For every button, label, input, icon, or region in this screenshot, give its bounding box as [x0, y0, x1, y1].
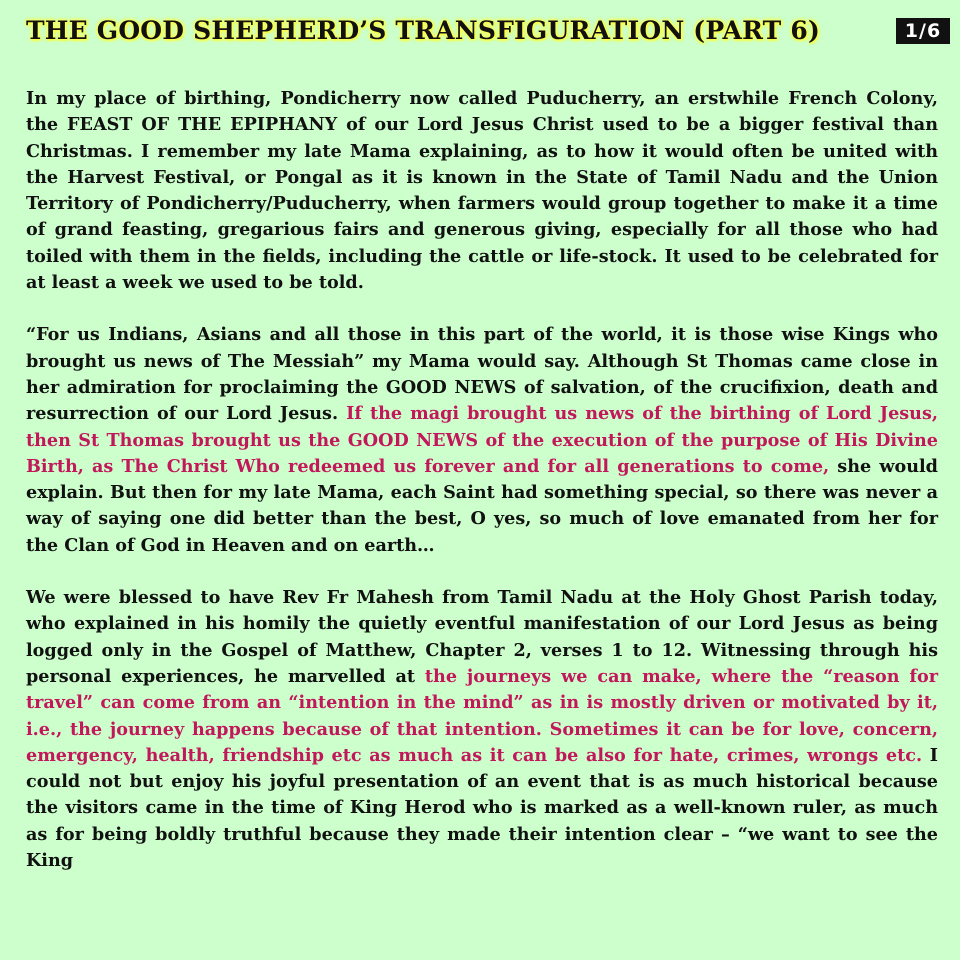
page-title: THE GOOD SHEPHERD’S TRANSFIGURATION (PART 6)	[26, 16, 820, 45]
paragraph-3	[26, 585, 938, 874]
highlighted-text: the journeys we can make, where the “reason for travel” can come from an “intention in the mind” as in is mostly driven or motivated by it, i.e., the journey happens because of that intention. Sometimes it can be for love, concern, emergency, health, friendship etc as much as it can be also for hate, crimes, wrongs etc.	[26, 665, 938, 766]
article-body	[26, 86, 938, 900]
paragraph-text: “For us Indians, Asians and all those in this part of the world, it is those wise Kings who brought us news of The Messiah” my Mama would say. Although St Thomas came close in her admiration for proclaiming the GOOD NEWS of salvation, of the crucifixion, death and resurrection of our Lord Jesus.	[26, 324, 938, 425]
highlighted-text: If the magi brought us news of the birthing of Lord Jesus, then St Thomas brought us the GOOD NEWS of the execution of the purpose of His Divine Birth, as The Christ Who redeemed us forever and for all generations to come,	[26, 403, 939, 477]
paragraph-1	[26, 86, 938, 296]
paragraph-text: In my place of birthing, Pondicherry now called Puducherry, an erstwhile French Colony, the FEAST OF THE EPIPHANY of our Lord Jesus Christ used to be a bigger festival than Christmas. I remember my late Mama explaining, as to how it would often be united with the Harvest Festival, or Pongal as it is known in the State of Tamil Nadu and the Union Territory of Pondicherry/Puducherry, when farmers would group together to make it a time of grand feasting, gregarious fairs and generous giving, especially for all those who had toiled with them in the fields, including the cattle or life-stock. It used to be celebrated for at least a week we used to be told.	[26, 88, 938, 294]
paragraph-text: I could not but enjoy his joyful presentation of an event that is as much historical because the visitors came in the time of King Herod who is marked as a well-known ruler, as much as for being boldly truthful because they made their intention clear – “we want to see the King	[26, 744, 938, 872]
paragraph-text: she would explain. But then for my late Mama, each Saint had something special, so there was never a way of saying one did better than the best, O yes, so much of love emanated from her for the Clan of God in Heaven and on earth…	[26, 455, 938, 556]
paragraph-text: We were blessed to have Rev Fr Mahesh from Tamil Nadu at the Holy Ghost Parish today, who explained in his homily the quietly eventful manifestation of our Lord Jesus as being logged only in the Gospel of Matthew, Chapter 2, verses 1 to 12. Witnessing through his personal experiences, he marvelled at	[26, 587, 938, 687]
page-indicator-badge: 1/6	[896, 18, 950, 44]
paragraph-2	[26, 322, 938, 559]
